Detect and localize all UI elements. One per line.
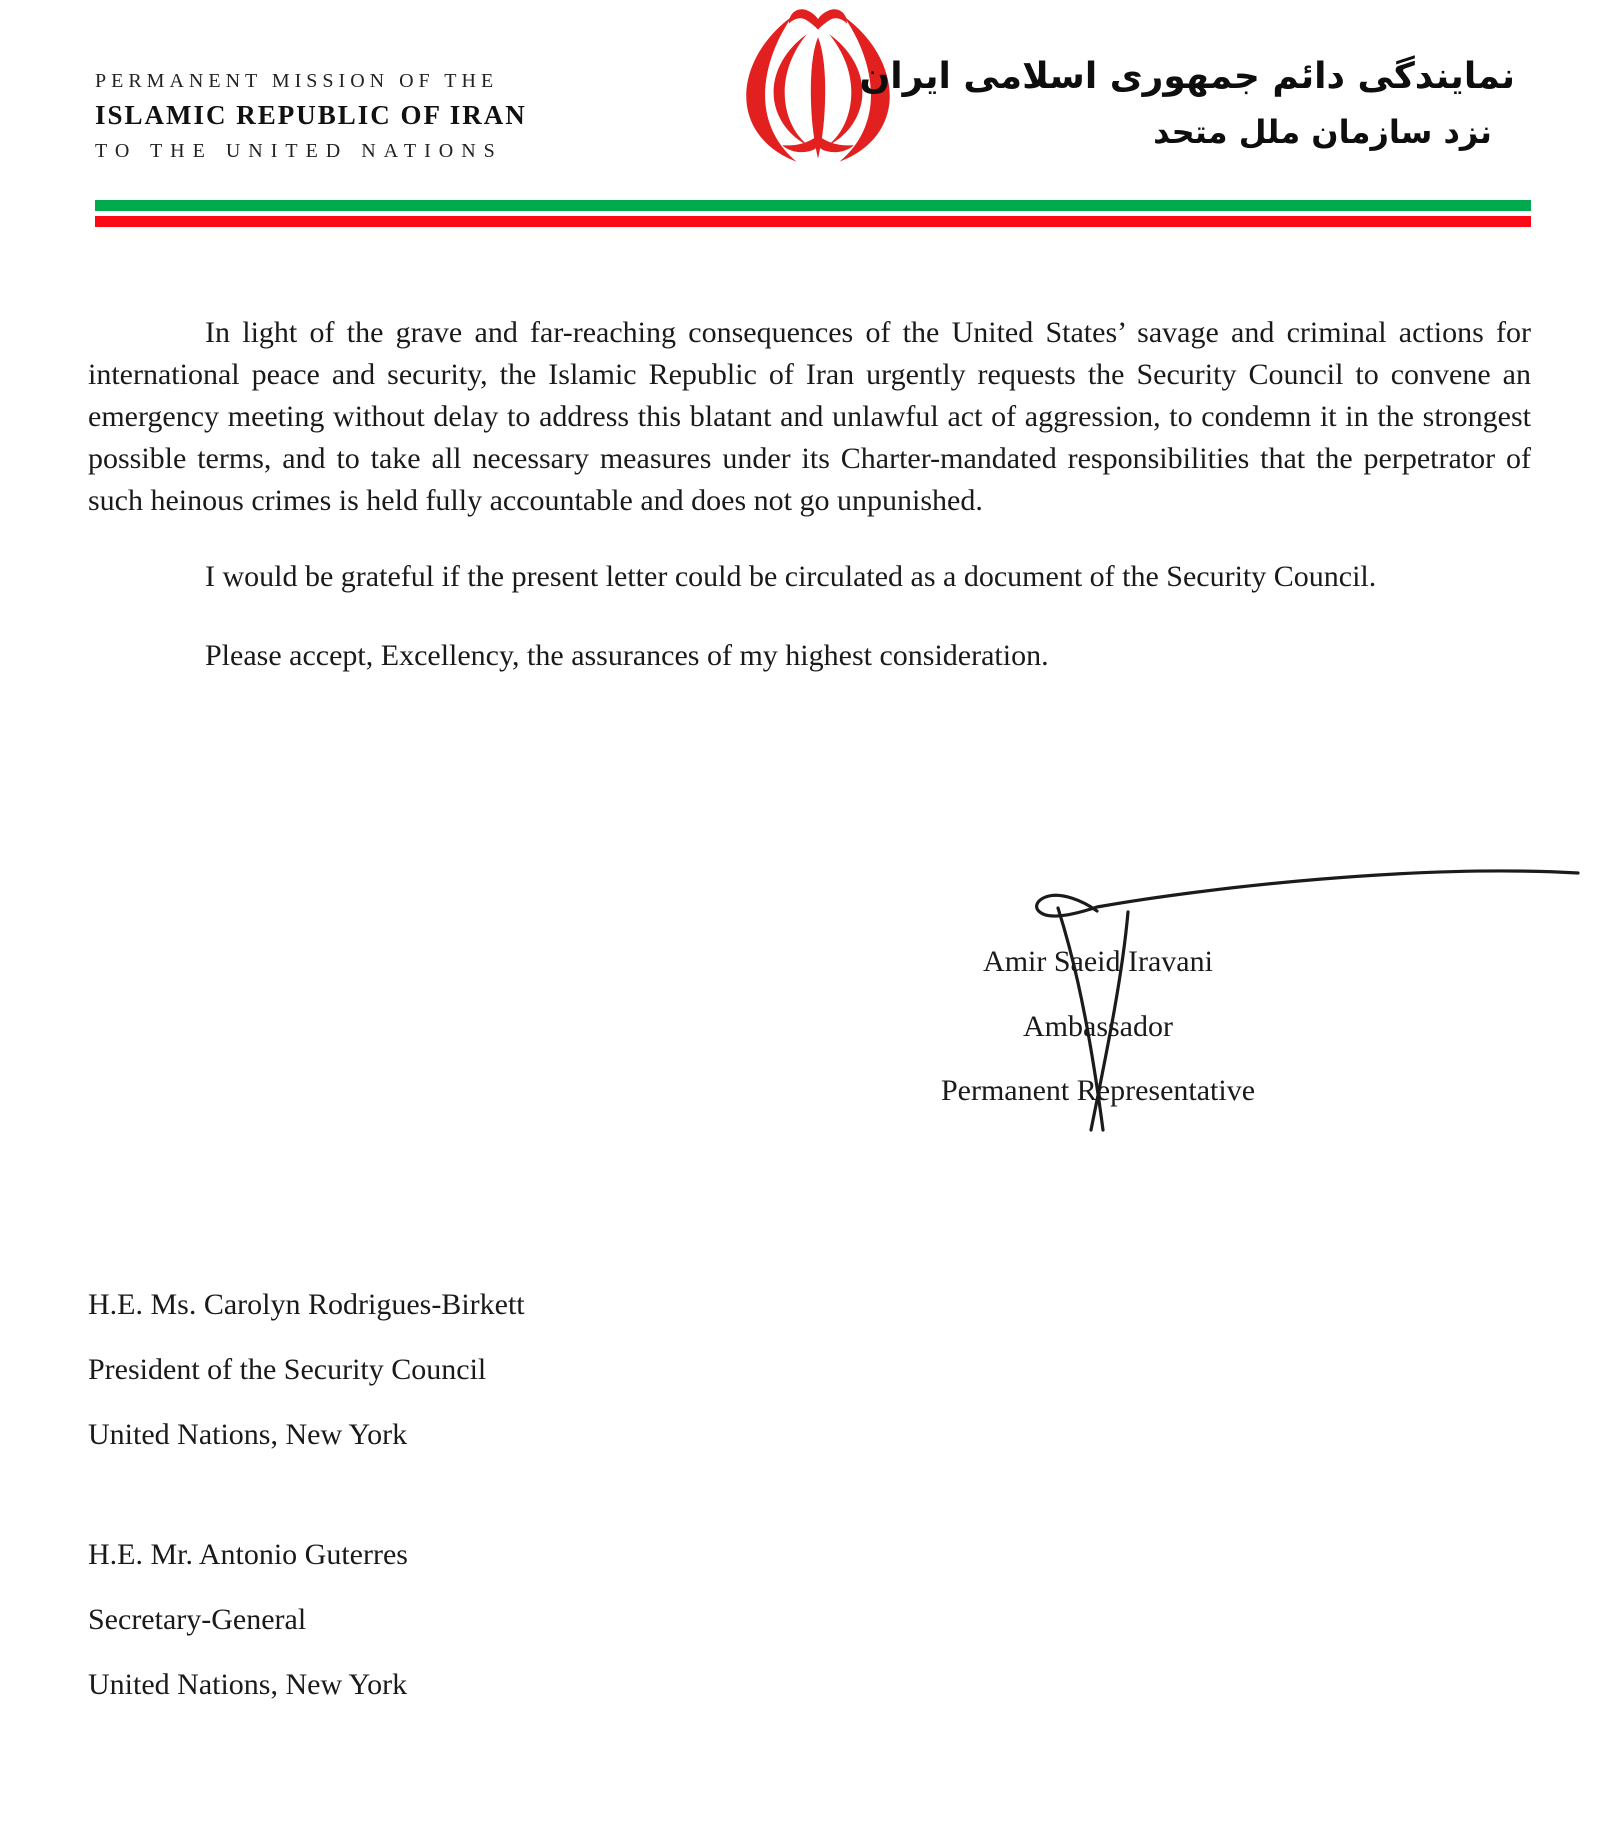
mission-name-line1: PERMANENT MISSION OF THE (95, 70, 499, 92)
body-paragraph-1: In light of the grave and far-reaching consequences of the United States’ savage and criminal actions for international peace and security, the Islamic Republic of Iran urgently requests the Security Council to convene an emergency meeting without delay to address this blatant and unlawful act of aggression, to condemn it in the strongest possible terms, and to take all necessary measures under its Charter-mandated responsibilities that the perpetrator of such heinous crimes is held fully accountable and does not go unpunished. (88, 316, 1531, 517)
signatory-title-ambassador: Ambassador (1023, 1009, 1173, 1043)
flag-stripe-red (95, 216, 1531, 227)
letterhead-farsi-block (859, 48, 1515, 158)
recipient-title: Secretary-General (88, 1603, 307, 1636)
mission-name-line2: ISLAMIC REPUBLIC OF IRAN (95, 100, 527, 130)
body-paragraph-2: I would be grateful if the present letter could be circulated as a document of the Security Council. (205, 560, 1377, 593)
flag-stripe-green (95, 200, 1531, 211)
flag-divider (95, 200, 1531, 227)
body-paragraph-3: Please accept, Excellency, the assurances of my highest consideration. (205, 639, 1049, 672)
recipient-name: H.E. Mr. Antonio Guterres (88, 1538, 408, 1571)
signatory-name: Amir Saeid Iravani (983, 945, 1213, 978)
mission-name-farsi-line2: نزد سازمان ملل متحد (1153, 113, 1492, 151)
recipient-block-secretary-general (88, 1522, 408, 1717)
letter-body (88, 312, 1531, 677)
signatory-title-permanent-representative: Permanent Representative (940, 1074, 1256, 1107)
recipient-block-president (88, 1272, 525, 1467)
recipient-location: United Nations, New York (88, 1418, 408, 1451)
mission-name-farsi-line1: نمایندگی دائم جمهوری اسلامی ایران (859, 56, 1515, 97)
recipient-name: H.E. Ms. Carolyn Rodrigues-Birkett (88, 1288, 525, 1321)
recipient-location: United Nations, New York (88, 1668, 408, 1701)
mission-name-line3: TO THE UNITED NATIONS (95, 140, 503, 162)
signature-block (880, 930, 1316, 1124)
letterhead-english-block (95, 70, 527, 163)
recipient-title: President of the Security Council (88, 1353, 487, 1386)
